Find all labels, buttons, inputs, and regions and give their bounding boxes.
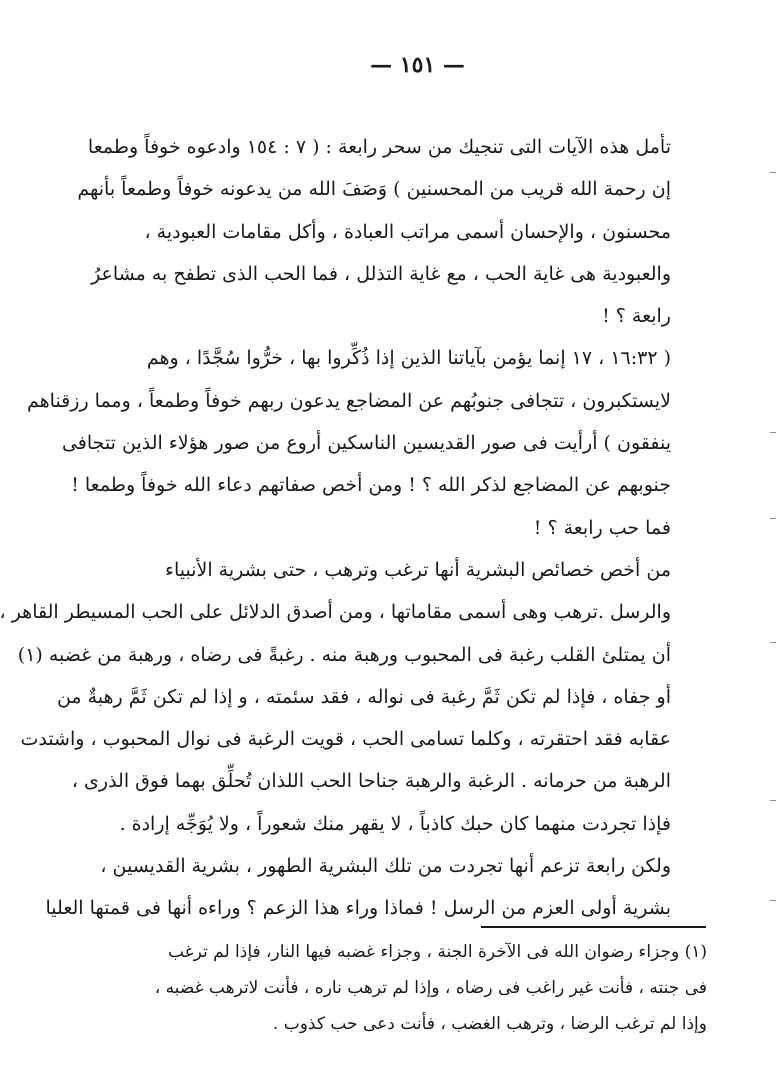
text-line: لايستكبرون ، تتجافى جنوبُهم عن المضاجع يدعون ربهم خوفاً وطمعاً ، ومما رزقناهم — [27, 389, 671, 412]
text-line: فإذا تجردت منهما كان حبك كاذباً ، لا يقهر منك شعوراً ، ولا يُوَجِّه إرادة . — [119, 812, 671, 835]
paragraph — [77, 126, 697, 337]
footnote-line: فى جنته ، فأنت غير راغب فى رضاه ، وإذا لم ترهب ناره ، فأنت لاترهب غضبه ، — [154, 978, 707, 998]
text-line: الرهبة من حرمانه . الرغبة والرهبة جناحا الحب اللذان تُحلِّق بهما فوق الذرى ، — [71, 770, 671, 793]
paragraph — [45, 845, 697, 930]
footnote-line: وإذا لم ترغب الرضا ، وترهب الغضب ، فأنت دعى حب كذوب . — [272, 1014, 707, 1034]
paragraph — [27, 337, 697, 548]
margin-mark — [770, 432, 776, 433]
body-text — [0, 126, 697, 930]
text-line: أو جفاه ، فإذا لم تكن ثَمَّ رغبة فى نواله ، فقد سئمته ، و إذا لم تكن ثَمَّ رهبةٌ من — [56, 685, 671, 708]
text-line: جنوبهم عن المضاجع لذكر الله ؟ ! ومن أخص صفاتهم دعاء الله خوفاً وطمعا ! — [71, 474, 671, 497]
page-number: — ١٥١ — — [370, 52, 465, 78]
margin-mark — [770, 642, 776, 643]
text-line: تأمل هذه الآيات التى تنجيك من سحر رابعة : ( ٧ : ١٥٤ وادعوه خوفاً وطمعا — [87, 136, 671, 158]
paragraph — [0, 549, 697, 845]
text-line: ينفقون ) أرأيت فى صور القديسين الناسكين أروع من صور هؤلاء الذين تتجافى — [61, 432, 671, 455]
text-line: عقابه فقد احتقرته ، وكلما تسامى الحب ، قويت الرغبة فى نوال المحبوب ، واشتدت — [20, 728, 671, 751]
footnote-divider — [481, 926, 706, 928]
text-line: فما حب رابعة ؟ ! — [533, 516, 671, 539]
text-line: أن يمتلئ القلب رغبة فى المحبوب ورهبة منه . رغبةً فى رضاه ، ورهبة من غضبه (١) — [17, 643, 671, 666]
text-line: ولكن رابعة تزعم أنها تجردت من تلك البشرية الطهور ، بشرية القديسين ، — [100, 855, 671, 878]
text-line: والرسل .ترهب وهى أسمى مقاماتها ، ومن أصدق الدلائل على الحب المسيطر القاهر ، — [0, 601, 671, 624]
text-line: محسنون ، والإحسان أسمى مراتب العبادة ، وأكل مقامات العبودية ، — [144, 220, 671, 243]
text-line: من أخص خصائص البشرية أنها ترغب وترهب ، حتى بشرية الأنبياء — [165, 558, 671, 581]
footnote-line: (١) وجزاء رضوان الله فى الآخرة الجنة ، وجزاء غضبه فيها النار، فإذا لم ترغب — [168, 942, 707, 962]
margin-mark — [770, 800, 776, 801]
text-line: ( ١٦:٣٢ ، ١٧ إنما يؤمن بآياتنا الذين إذا ذُكِّروا بها ، خرُّوا سُجَّدًا ، وهم — [146, 347, 671, 370]
margin-mark — [770, 518, 776, 519]
text-line: رابعة ؟ ! — [602, 305, 671, 328]
text-line: بشرية أولى العزم من الرسل ! فماذا وراء هذا الزعم ؟ وراءه أنها فى قمتها العليا — [45, 897, 671, 920]
text-line: إن رحمة الله قريب من المحسنين ) وَصَفَ الله من يدعونه خوفاً وطمعاً بأنهم — [77, 178, 671, 201]
text-line: والعبودية هى غاية الحب ، مع غاية التذلل ، فما الحب الذى تطفح به مشاعرُ — [91, 262, 671, 285]
margin-mark — [770, 900, 776, 901]
margin-mark — [770, 172, 776, 173]
footnotes — [139, 934, 707, 1042]
